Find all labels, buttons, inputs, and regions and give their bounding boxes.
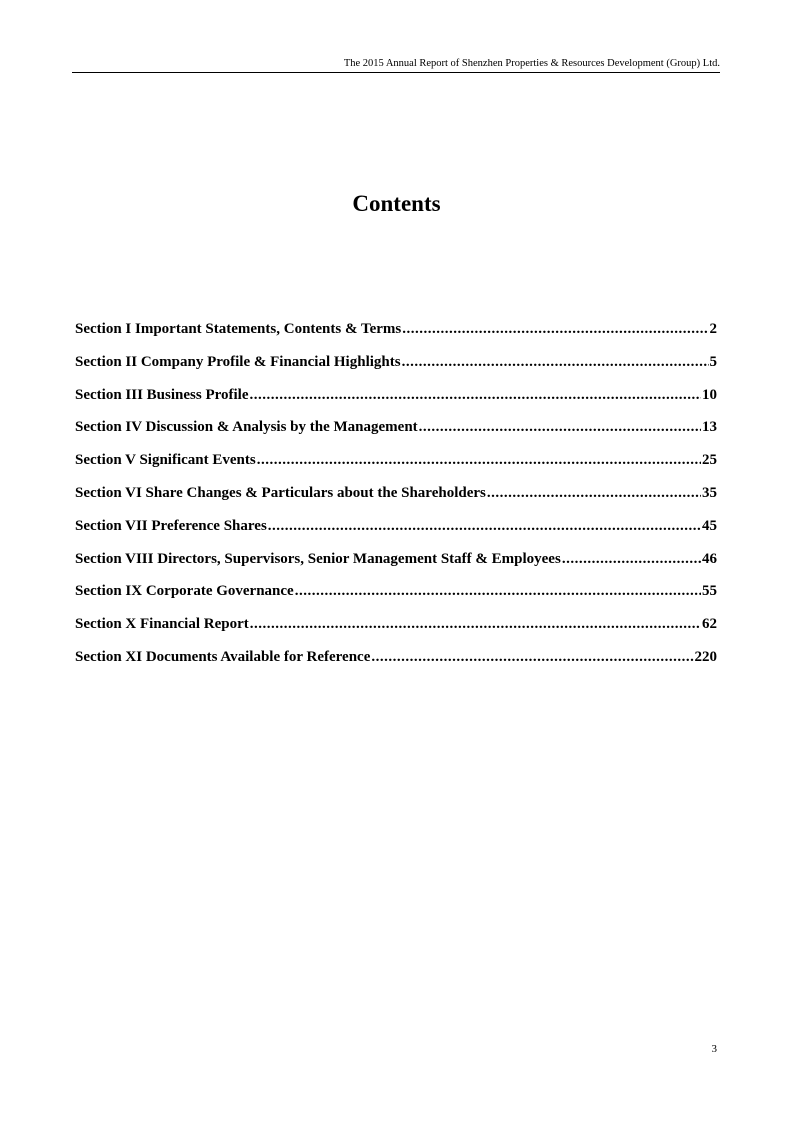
- toc-entry-page: 10: [702, 386, 717, 403]
- toc-entry-page: 62: [702, 616, 717, 633]
- toc-entry-page: 13: [702, 419, 717, 436]
- toc-entry-label: Section III Business Profile: [75, 386, 249, 403]
- toc-entry-page: 46: [702, 550, 717, 567]
- running-header: The 2015 Annual Report of Shenzhen Properties & Resources Development (Group) Ltd.: [343, 58, 720, 69]
- dot-leader: [419, 417, 701, 437]
- dot-leader: [257, 450, 701, 470]
- page-title: Contents: [352, 191, 441, 216]
- toc-entry-section-1[interactable]: [75, 319, 717, 352]
- toc-entry-label: Section X Financial Report: [75, 616, 249, 633]
- dot-leader: [250, 385, 702, 405]
- toc-entry-label: Section IX Corporate Governance: [75, 583, 294, 600]
- toc-entry-section-2[interactable]: [75, 352, 717, 385]
- page-number: 3: [711, 1043, 717, 1055]
- toc-entry-section-5[interactable]: [75, 450, 717, 483]
- toc-entry-label: Section VIII Directors, Supervisors, Senior Management Staff & Employees: [75, 550, 561, 567]
- toc-entry-label: Section IV Discussion & Analysis by the Management: [75, 419, 418, 436]
- toc-entry-section-10[interactable]: [75, 614, 717, 647]
- dot-leader: [562, 549, 701, 569]
- toc-entry-section-6[interactable]: [75, 483, 717, 516]
- toc-entry-page: 5: [709, 353, 717, 370]
- toc-entry-label: Section XI Documents Available for Reference: [75, 648, 371, 665]
- toc-entry-page: 35: [702, 484, 717, 501]
- dot-leader: [371, 647, 693, 667]
- toc-entry-page: 45: [702, 517, 717, 534]
- toc-entry-section-11[interactable]: [75, 647, 717, 680]
- dot-leader: [402, 319, 708, 339]
- toc-entry-section-9[interactable]: [75, 581, 717, 614]
- toc-entry-page: 25: [702, 452, 717, 469]
- toc-entry-label: Section I Important Statements, Contents & Terms: [75, 321, 402, 337]
- toc-entry-label: Section VII Preference Shares: [75, 517, 267, 534]
- header-divider: [72, 72, 720, 73]
- toc-entry-label: Section II Company Profile & Financial Highlights: [75, 353, 401, 370]
- toc-entry-section-8[interactable]: [75, 549, 717, 582]
- dot-leader: [268, 516, 701, 536]
- toc-entry-label: Section V Significant Events: [75, 452, 256, 469]
- toc-entry-page: 220: [694, 648, 717, 665]
- toc-entry-page: 55: [702, 583, 717, 600]
- toc-entry-label: Section VI Share Changes & Particulars about the Shareholders: [75, 484, 486, 501]
- dot-leader: [295, 581, 701, 601]
- table-of-contents: [75, 319, 717, 680]
- toc-entry-section-4[interactable]: [75, 417, 717, 450]
- toc-entry-page: 2: [709, 321, 717, 337]
- dot-leader: [402, 352, 709, 372]
- toc-entry-section-7[interactable]: [75, 516, 717, 549]
- toc-entry-section-3[interactable]: [75, 385, 717, 418]
- dot-leader: [487, 483, 701, 503]
- dot-leader: [250, 614, 701, 634]
